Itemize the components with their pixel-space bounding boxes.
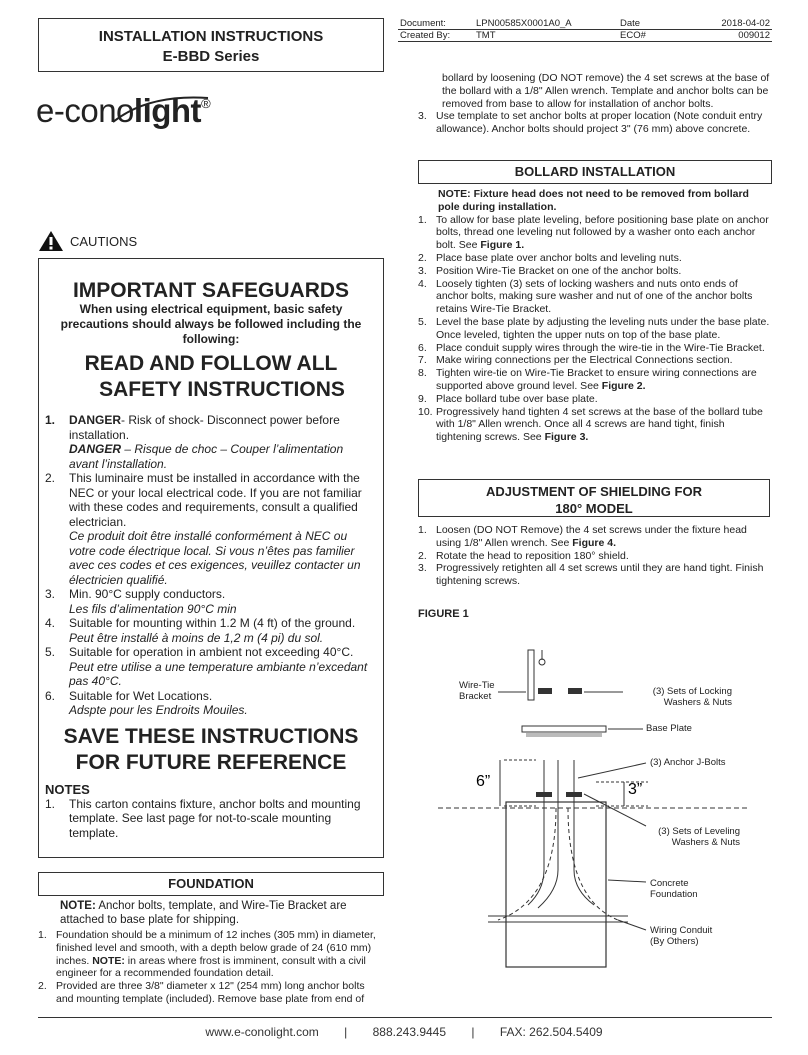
item-number: 4. <box>418 277 427 290</box>
item-text: Position Wire-Tie Bracket on one of the anchor bolts. <box>436 264 682 277</box>
item-number: 3. <box>418 110 427 123</box>
shielding-heading <box>418 479 770 517</box>
dim-6-label: 6” <box>476 773 491 790</box>
item-french <box>69 703 375 718</box>
footer-sep-2: | <box>471 1025 475 1039</box>
item-french-text: Peut être installé à moins de 1,2 m (4 pi) du sol. <box>69 630 324 645</box>
safeguards-box <box>38 258 384 858</box>
shielding-list <box>418 524 772 588</box>
read-line1: READ AND FOLLOW ALL <box>84 352 338 375</box>
item-text: Tighten wire-tie on Wire-Tie Bracket to ensure wiring connections are supported above ground level. See <box>436 367 757 392</box>
item-text: This carton contains fixture, anchor bolts and mounting template. See last page for not-to-scale mounting template. <box>69 796 361 840</box>
doc-subtitle: E-BBD Series <box>162 48 260 65</box>
item-text: Min. 90°C supply conductors. <box>69 587 226 601</box>
item-french-text: Les fils d’alimentation 90°C min <box>69 601 237 616</box>
bollard-note: NOTE: Fixture head does not need to be removed from bollard pole during installation. <box>438 188 749 213</box>
item-text: Place conduit supply wires through the wire-tie in the Wire-Tie Bracket. <box>436 341 765 354</box>
label-concrete <box>650 878 698 900</box>
item-number: 6. <box>45 688 56 703</box>
item-number: 9. <box>418 392 427 405</box>
safeguards-list <box>39 413 383 718</box>
document-value: LPN00585X0001A0_A <box>474 18 618 30</box>
item-french-text: Peut etre utilise a une temperature ambiante n’excedant pas 40°C. <box>69 659 368 688</box>
label-base-plate: Base Plate <box>646 723 692 734</box>
bollard-item <box>418 265 772 278</box>
date-label: Date <box>618 18 702 30</box>
anchor-bolts-drawing <box>528 760 594 908</box>
item-french <box>69 529 375 587</box>
continued-list <box>418 110 772 136</box>
item-number: 5. <box>45 645 56 659</box>
item-french <box>69 602 375 617</box>
item-text: To allow for base plate leveling, before positioning base plate on anchor bolts, thread one leveling nut followed by a washer onto each anchor bolt. See <box>436 213 769 252</box>
item-text: Suitable for Wet Locations. <box>69 688 213 703</box>
item-text: Place bollard tube over base plate. <box>436 392 598 405</box>
doc-title: INSTALLATION INSTRUCTIONS <box>98 28 324 45</box>
foundation-section <box>38 899 384 1006</box>
item-number: 2. <box>418 251 427 264</box>
item-bold: DANGER <box>69 413 122 427</box>
continued-item <box>418 110 772 136</box>
save-line1: SAVE THESE INSTRUCTIONS <box>63 724 359 748</box>
item-french <box>69 660 375 689</box>
label-conduit <box>650 925 712 947</box>
footer-sep-1: | <box>344 1025 348 1039</box>
item-number: 2. <box>45 471 56 485</box>
item-number: 3. <box>45 587 56 601</box>
label-locking-1: (3) Sets of Locking <box>652 686 732 697</box>
footer <box>0 1025 808 1039</box>
dim-3-label: 3” <box>628 781 643 798</box>
bollard-item <box>418 406 772 444</box>
document-label: Document: <box>398 18 474 30</box>
item-french-text: Adspte pour les Endroits Mouiles. <box>69 703 248 717</box>
item-number: 5. <box>418 315 427 328</box>
label-anchor-bolts: (3) Anchor J-Bolts <box>650 757 726 768</box>
safeguards-heading: IMPORTANT SAFEGUARDS <box>72 279 350 302</box>
item-french-bold: DANGER <box>69 442 122 456</box>
safeguard-item <box>39 616 375 645</box>
shielding-item <box>418 562 772 588</box>
cautions <box>38 230 137 252</box>
item-french <box>69 442 375 471</box>
footer-divider <box>38 1017 772 1018</box>
bollard-item <box>418 214 772 252</box>
read-line2: SAFETY INSTRUCTIONS <box>99 378 345 401</box>
concrete-foundation-drawing <box>506 802 606 967</box>
label-locking-2: Washers & Nuts <box>663 697 732 708</box>
safeguard-item <box>39 587 375 616</box>
bollard-item <box>418 278 772 316</box>
foundation-note-text: Anchor bolts, template, and Wire-Tie Bracket are attached to base plate for shipping. <box>60 900 347 926</box>
foundation-heading: FOUNDATION <box>38 872 384 896</box>
leader-lines <box>498 692 646 930</box>
item-text: Foundation should be a minimum of 12 inches (305 mm) in diameter, finished level and smooth, with a depth below grade of 24 (610 mm) inches. <box>56 929 376 967</box>
item-bold: NOTE: <box>92 954 125 967</box>
notes-heading: NOTES <box>45 781 90 797</box>
bollard-item <box>418 393 772 406</box>
item-text: - Risk of shock- Disconnect power before installation. <box>69 413 340 442</box>
created-value: TMT <box>474 30 618 42</box>
item-number: 1. <box>418 213 427 226</box>
figure-title: FIGURE 1 <box>418 608 469 620</box>
logo-prefix: e-cono <box>36 92 134 129</box>
item-text: This luminaire must be installed in accordance with the NEC or your local electrical code. If you are not familiar with these codes and requirements, consult a qualified electrician. <box>69 471 362 529</box>
item-number: 1. <box>418 524 427 536</box>
label-leveling-1: (3) Sets of Leveling <box>658 826 740 837</box>
label-conduit-1: Wiring Conduit <box>650 925 713 936</box>
item-text: Loosely tighten (3) sets of locking washers and nuts onto ends of anchor bolts, making sure washer and nut of one of the anchor bolts retains Wire-Tie Bracket. <box>436 277 753 316</box>
safeguard-item <box>39 689 375 718</box>
footer-phone: 888.243.9445 <box>372 1025 447 1039</box>
item-number: 4. <box>45 616 56 630</box>
continued-section <box>418 72 772 136</box>
item-text: Suitable for mounting within 1.2 M (4 ft) of the ground. <box>69 616 356 630</box>
shielding-item <box>418 550 772 563</box>
item-text: Make wiring connections per the Electrical Connections section. <box>436 354 733 367</box>
document-meta <box>398 18 772 42</box>
item-number: 3. <box>418 264 427 277</box>
save-line2: FOR FUTURE REFERENCE <box>75 750 347 774</box>
item-french-text: – Risque de choc – Couper l’alimentation avant l’installation. <box>69 442 344 471</box>
item-french <box>69 631 375 646</box>
item-text: Use template to set anchor bolts at proper location (Note conduit entry allowance). Anchor bolts should project 3" (76 mm) above concrete. <box>436 110 763 136</box>
bollard-section <box>418 188 772 444</box>
base-plate-drawing <box>522 726 606 737</box>
label-wire-tie-2: Bracket <box>459 691 492 702</box>
bollard-list <box>418 214 772 444</box>
item-bold: Figure 3. <box>544 431 589 444</box>
item-text: Level the base plate by adjusting the leveling nuts under the base plate. Once leveled, tighten the upper nuts on top of the base plate. <box>436 315 770 341</box>
shielding-item <box>418 524 772 550</box>
item-number: 2. <box>418 549 427 562</box>
bollard-item <box>418 252 772 265</box>
label-wire-tie-1: Wire-Tie <box>459 680 495 691</box>
label-conduit-2: (By Others) <box>650 936 699 947</box>
note-item <box>39 797 375 841</box>
item-text: Progressively hand tighten 4 set screws at the base of the bollard tube with 1/8" Allen wrench. Once all 4 screws are hand tight, finish tightening screws. See <box>436 405 763 444</box>
item-bold: Figure 4. <box>572 536 616 549</box>
warning-icon <box>38 230 64 252</box>
item-french-text: Ce produit doit être installé conformément à NEC ou votre code électrique local. Si vous n’êtes pas familier avec ces codes et ces exigences, veuillez contacter un électricien qualifié. <box>69 529 361 587</box>
cautions-label: CAUTIONS <box>70 233 138 249</box>
shielding-section <box>418 524 772 588</box>
foundation-item <box>38 980 384 1006</box>
bollard-item <box>418 316 772 342</box>
item-text: Progressively retighten all 4 set screws until they are hand tight. Finish tightening screws. <box>436 562 764 588</box>
bollard-heading: BOLLARD INSTALLATION <box>418 160 772 184</box>
item-number: 8. <box>418 367 427 380</box>
eco-value: 009012 <box>702 30 772 42</box>
item-text: Place base plate over anchor bolts and leveling nuts. <box>436 251 682 264</box>
item-number: 2. <box>38 980 47 993</box>
label-concrete-2: Foundation <box>650 889 698 900</box>
foundation-note-bold: NOTE: <box>60 900 96 912</box>
date-value: 2018-04-02 <box>702 18 772 30</box>
item-number: 1. <box>45 413 56 427</box>
item-number: 3. <box>418 562 427 575</box>
bollard-item <box>418 354 772 367</box>
item-number: 7. <box>418 354 427 367</box>
item-bold: Figure 1. <box>480 239 525 252</box>
logo <box>36 92 210 130</box>
shielding-heading-line1: ADJUSTMENT OF SHIELDING FOR <box>486 484 702 499</box>
logo-mark: ® <box>201 96 211 111</box>
safeguard-item <box>39 471 375 587</box>
foundation-list <box>38 929 384 1006</box>
notes-list <box>39 797 383 841</box>
label-wire-tie <box>459 680 495 702</box>
foundation-item <box>38 929 384 980</box>
item-text: Loosen (DO NOT Remove) the 4 set screws under the fixture head using 1/8" Allen wrench. See <box>436 524 747 549</box>
item-bold: Figure 2. <box>601 379 646 392</box>
footer-fax: FAX: 262.504.5409 <box>499 1025 603 1039</box>
label-concrete-1: Concrete <box>650 878 689 889</box>
created-label: Created By: <box>398 30 474 42</box>
foundation-note <box>38 899 384 927</box>
item-text: Rotate the head to reposition 180° shield. <box>436 549 629 562</box>
eco-label: ECO# <box>618 30 702 42</box>
label-leveling <box>628 826 740 848</box>
title-box <box>38 18 384 72</box>
label-locking <box>625 686 732 708</box>
bollard-item <box>418 367 772 393</box>
bollard-item <box>418 342 772 355</box>
locking-nuts-drawing <box>538 688 582 694</box>
safeguards-intro: When using electrical equipment, basic safety precautions should always be followed including the following: <box>60 302 362 346</box>
logo-bold: light <box>133 92 202 129</box>
footer-web: www.e-conolight.com <box>205 1025 319 1039</box>
safeguard-item <box>39 645 375 689</box>
item-number: 10. <box>418 405 433 418</box>
item-number: 1. <box>45 796 56 811</box>
continued-text: bollard by loosening (DO NOT remove) the 4 set screws at the base of the bollard with a 1/8" Allen wrench. Template and anchor bolts can be removed from base to allow for installation of anchor bolts. <box>442 72 770 110</box>
item-text: Suitable for operation in ambient not exceeding 40°C. <box>69 645 354 659</box>
item-number: 6. <box>418 341 427 354</box>
label-leveling-2: Washers & Nuts <box>671 837 740 848</box>
item-text: Provided are three 3/8" diameter x 12" (254 mm) long anchor bolts and mounting template (included). Remove base plate from end of <box>56 980 365 1005</box>
item-text-2: in areas where frost is imminent, consult with a civil engineer for a recommended foundation detail. <box>56 954 366 980</box>
item-number: 1. <box>38 929 47 941</box>
shielding-heading-line2: 180° MODEL <box>555 501 633 516</box>
safeguard-item <box>39 413 375 471</box>
leveling-nuts-drawing <box>536 792 582 797</box>
